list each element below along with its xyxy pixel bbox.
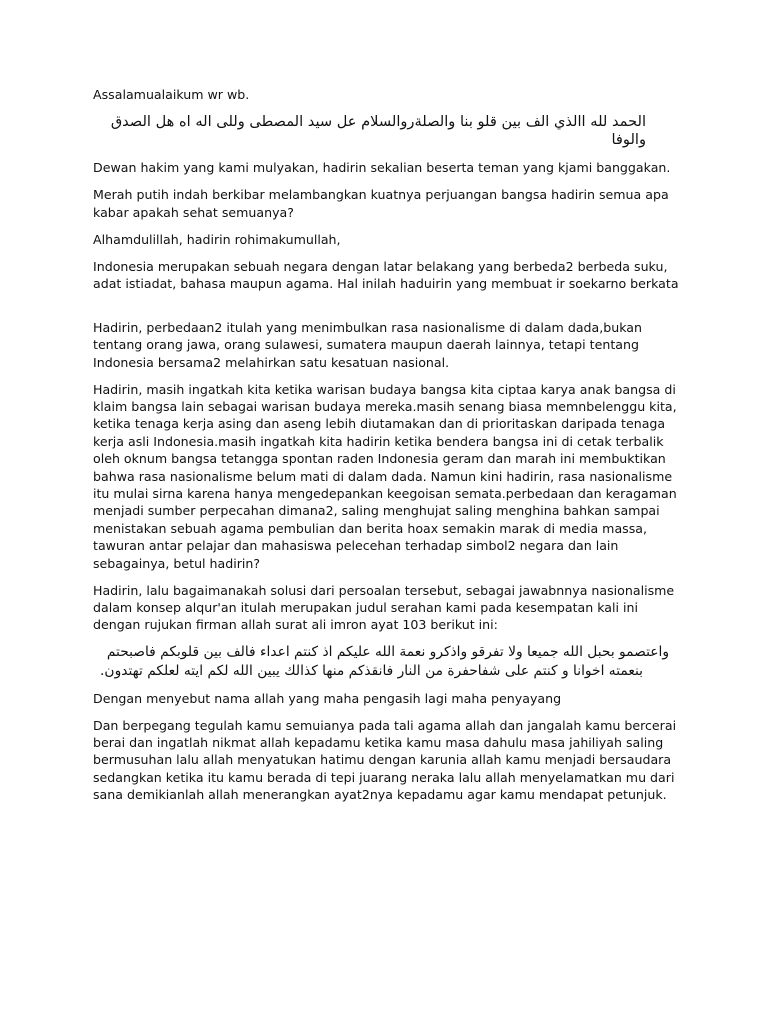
- bismillah-paragraph: Dengan menyebut nama allah yang maha pengasih lagi maha penyayang: [93, 690, 562, 706]
- arabic-verse-block: [93, 643, 683, 680]
- arabic-opening-paragraph: الحمد لله االذي الف بين قلو بنا والصلةروالسلام عل سيد المصطى وللى اله اه هل الصدق والوفا: [110, 112, 646, 149]
- ingatkah-paragraph: Hadirin, masih ingatkah kita ketika warisan budaya bangsa kita ciptaa karya anak bangsa di klaim bangsa lain sebagai warisan budaya mereka.masih senang biasa memnbelenggu kita, ketika tenaga kerja asing dan aseng lebih diutamakan dan di prioritaskan daripada tenaga kerja asli Indonesia.masih ingatkah kita hadirin ketika bendera bangsa ini di cetak terbalik oleh oknum bangsa tetangga spontan raden Indonesia geram dan marah ini membuktikan bahwa rasa nasionalisme belum mati di dalam dada. Namun kini hadirin, rasa nasionalisme itu mulai sirna karena hanya mengedepankan keegoisan semata.perbedaan dan keragaman menjadi sumber perpecahan dimana2, saling menghujat saling menghina bahkan sampai menistakan sebuah agama pembulian dan berita hoax semakin marak di media massa, tawuran antar pelajar dan mahasiswa pelecehan terhadap simbol2 negara dan lain sebagainya, betul hadirin?: [93, 381, 677, 571]
- greeting-question-paragraph: Merah putih indah berkibar melambangkan kuatnya perjuangan bangsa hadirin semua apa kabar apakah sehat semuanya?: [93, 187, 669, 220]
- alhamdulillah-paragraph: Alhamdulillah, hadirin rohimakumullah,: [93, 231, 341, 247]
- address-paragraph: Dewan hakim yang kami mulyakan, hadirin sekalian beserta teman yang kjami banggakan.: [93, 160, 671, 176]
- perbedaan-paragraph: Hadirin, perbedaan2 itulah yang menimbulkan rasa nasionalisme di dalam dada,bukan tentang orang jawa, orang sulawesi, sumatera maupun daerah lainnya, tetapi tentang Indonesia bersama2 melahirkan satu kesatuan nasional.: [93, 319, 643, 370]
- arabic-verse-line-1: واعتصمو بحبل الله جميعا ولا تفرقو واذكرو نعمة الله عليكم اذ كنتم اعداء فالف بين قلوبكم فاصبحتم: [106, 644, 669, 661]
- indonesia-paragraph: Indonesia merupakan sebuah negara dengan latar belakang yang berbeda2 berbeda suku, adat istiadat, bahasa maupun agama. Hal inilah haduirin yang membuat ir soekarno berkata: [93, 258, 679, 291]
- solusi-paragraph: Hadirin, lalu bagaimanakah solusi dari persoalan tersebut, sebagai jawabnnya nasionalisme dalam konsep alqur'an itulah merupakan judul serahan kami pada kesempatan kali ini dengan rujukan firman allah surat ali imron ayat 103 berikut ini:: [93, 582, 675, 633]
- blank-line: [93, 302, 683, 319]
- arabic-verse-line-2: بنعمته اخوانا و كنتم على شفاحفرة من النار فانقذكم منها كذالك يبين الله لكم ايته لعلكم تهتدون.: [100, 662, 643, 679]
- greeting-paragraph: Assalamualaikum wr wb.: [93, 87, 250, 102]
- translation-paragraph: Dan berpegang tegulah kamu semuianya pada tali agama allah dan jangalah kamu bercerai berai dan ingatlah nikmat allah kepadamu ketika kamu masa dahulu masa jahiliyah saling bermusuhan lalu allah menyatukan hatimu dengan karunia allah kamu menjadi bersaudara sedangkan ketika itu kamu berada di tepi juarang neraka lalu allah menyelamatkan mu dari sana demikianlah allah menerangkan ayat2nya kepadamu agar kamu mendapat petunjuk.: [93, 717, 677, 803]
- document-body: [93, 86, 683, 813]
